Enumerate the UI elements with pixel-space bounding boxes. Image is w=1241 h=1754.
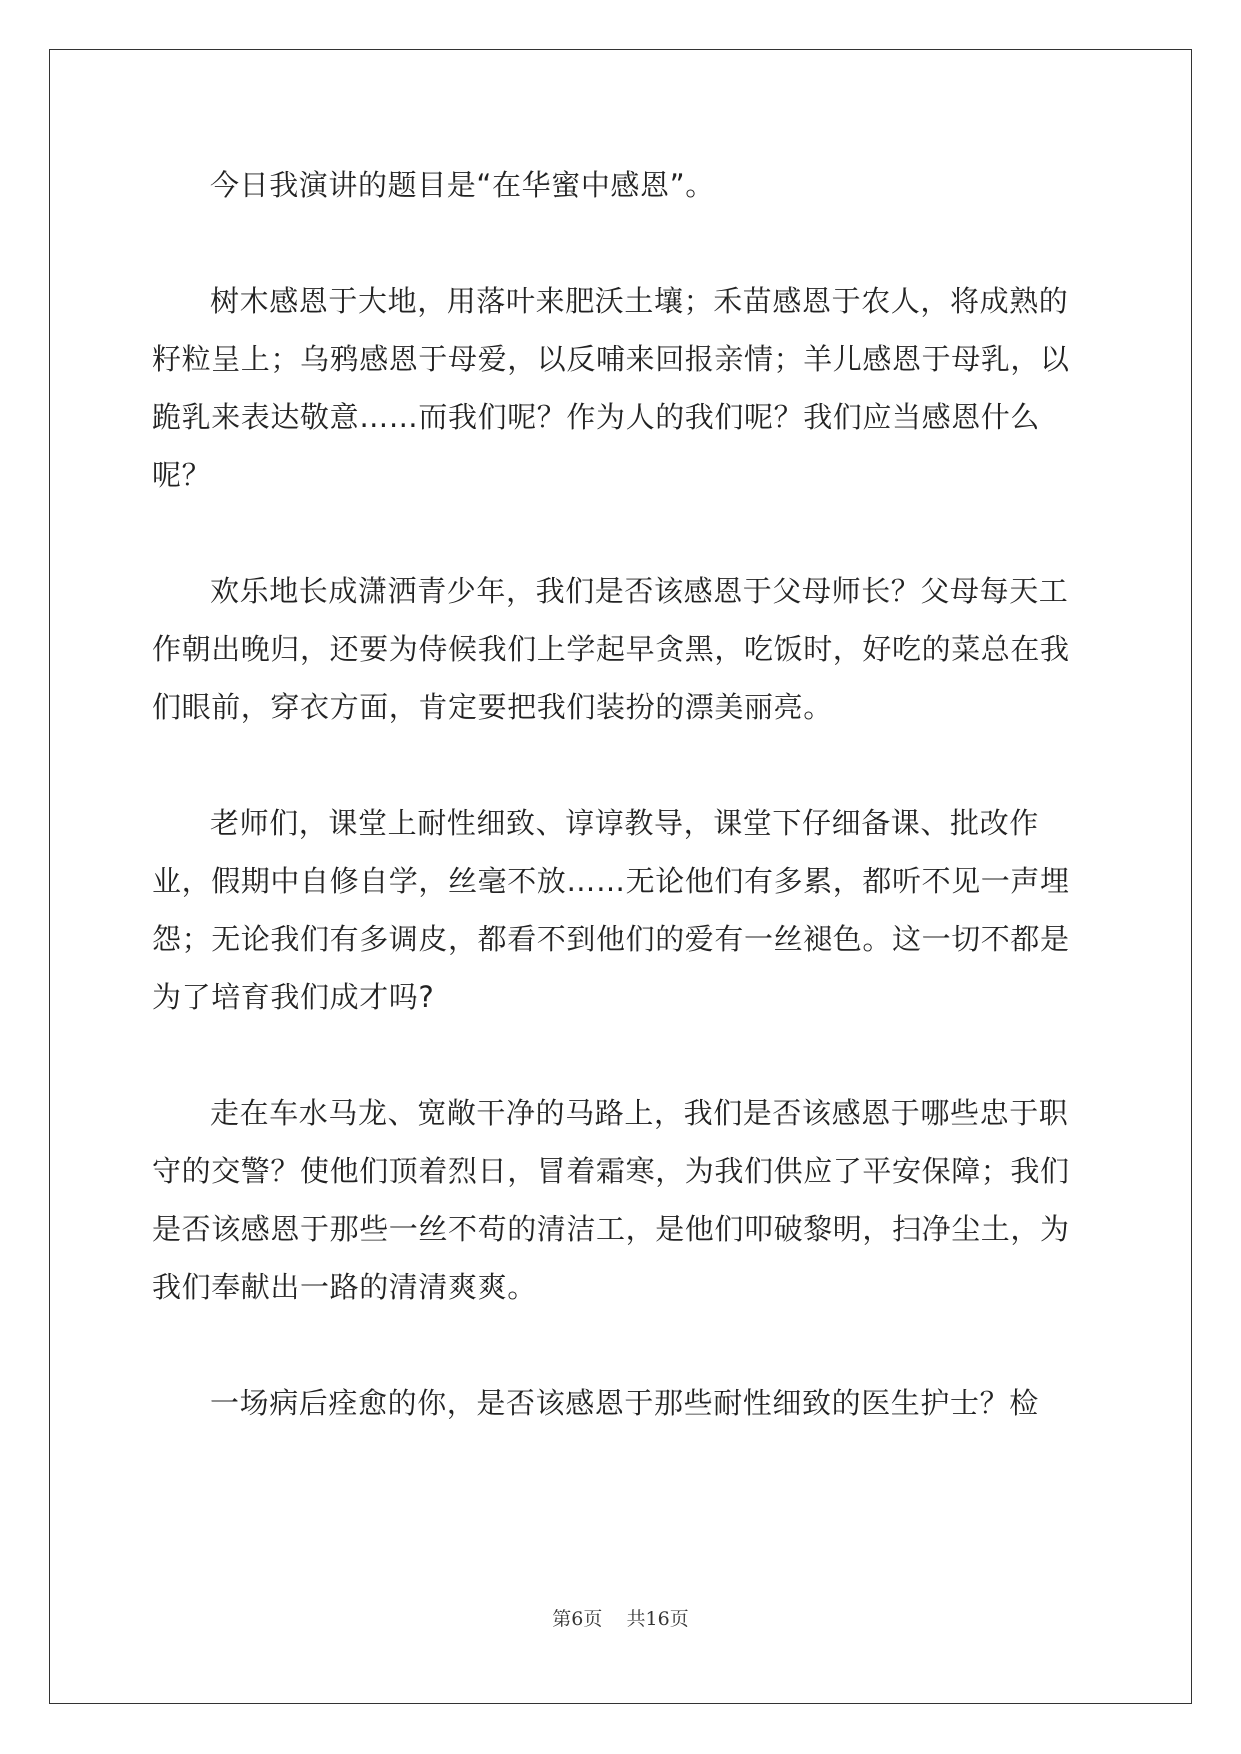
- paragraph-traffic-police: 走在车水马龙、宽敞干净的马路上，我们是否该感恩于哪些忠于职守的交警？使他们顶着烈日，冒着霜寒，为我们供应了平安保障；我们是否该感恩于那些一丝不苟的清洁工，是他们叩破黎明，扫净尘土，为我们奉献出一路的清清爽爽。: [152, 1096, 1070, 1304]
- paragraph-gratitude-nature: 树木感恩于大地，用落叶来肥沃土壤；禾苗感恩于农人，将成熟的籽粒呈上；乌鸦感恩于母爱，以反哺来回报亲情；羊儿感恩于母乳，以跪乳来表达敬意……而我们呢？作为人的我们呢？我们应当感恩什么呢？: [152, 284, 1070, 492]
- paragraph-gap: [152, 1026, 1088, 1084]
- paragraph-parents: 欢乐地长成潇洒青少年，我们是否该感恩于父母师长？父母每天工作朝出晚归，还要为侍候我们上学起早贪黑，吃饭时，好吃的菜总在我们眼前，穿衣方面，肯定要把我们装扮的漂美丽亮。: [152, 574, 1070, 724]
- page-footer: [0, 1604, 1241, 1631]
- paragraph-gap: [152, 1316, 1088, 1374]
- paragraph-doctors: 一场病后痊愈的你，是否该感恩于那些耐性细致的医生护士？检: [210, 1386, 1039, 1420]
- document-body: [152, 156, 1088, 1432]
- paragraph-gap: [152, 736, 1088, 794]
- paragraph-gap: [152, 214, 1088, 272]
- page-number-total: 共16页: [626, 1608, 689, 1630]
- page-number-current: 第6页: [552, 1608, 603, 1630]
- paragraph-teachers: 老师们，课堂上耐性细致、谆谆教导，课堂下仔细备课、批改作业，假期中自修自学，丝毫不放……无论他们有多累，都听不见一声埋怨；无论我们有多调皮，都看不到他们的爱有一丝褪色。这一切不都是为了培育我们成才吗?: [152, 806, 1070, 1014]
- paragraph-title-intro: 今日我演讲的题目是“在华蜜中感恩”。: [210, 168, 715, 202]
- paragraph-gap: [152, 504, 1088, 562]
